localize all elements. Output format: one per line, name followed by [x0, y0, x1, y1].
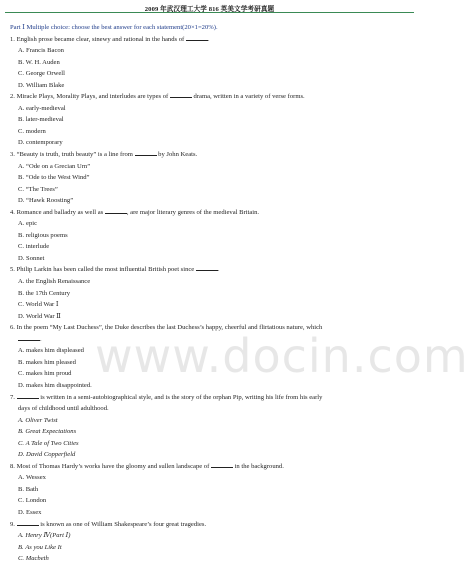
- question-7-continuation: days of childhood until adulthood.: [18, 405, 109, 413]
- option: C. “The Trees”: [18, 185, 58, 193]
- option: D. David Copperfield: [18, 451, 76, 459]
- option: B. As you Like It: [18, 543, 62, 551]
- question-1: 1. English prose became clear, sinewy and rational in the hands of .: [10, 35, 210, 43]
- question-3: 3. “Beauty is truth, truth beauty” is a line from by John Keats.: [10, 151, 198, 159]
- option: B. makes him pleased: [18, 358, 76, 366]
- question-6-continuation: .: [10, 334, 410, 346]
- header-divider: [5, 12, 414, 13]
- option: C. makes him proud: [18, 370, 72, 378]
- option: B. “Ode to the West Wind”: [18, 174, 90, 182]
- option: C. A Tale of Two Cities: [18, 439, 79, 447]
- question-2: 2. Miracle Plays, Morality Plays, and interludes are types of drama, written in a variety of verse forms.: [10, 93, 305, 101]
- option: C. Macbeth: [18, 555, 49, 563]
- question-7: 7. is written in a semi-autobiographical style, and is the story of the orphan Pip, writing his life from his early: [10, 393, 323, 401]
- option: C. London: [18, 497, 47, 505]
- question-5: 5. Philip Larkin has been called the most influential British poet since .: [10, 266, 220, 274]
- option: A. Henry Ⅳ(Part Ⅰ): [18, 532, 71, 540]
- option: A. epic: [18, 220, 38, 228]
- option: C. modern: [18, 127, 46, 135]
- option: D. makes him disappointed.: [18, 381, 92, 389]
- option: B. Bath: [18, 485, 39, 493]
- option: D. World War Ⅱ: [18, 312, 61, 320]
- question-9: 9. is known as one of William Shakespeare’s four great tragedies.: [10, 520, 207, 528]
- option: D. “Hawk Roosting”: [18, 197, 74, 205]
- option: A. Francis Bacon: [18, 47, 64, 55]
- option: C. interlude: [18, 243, 50, 251]
- option: A. makes him displeased: [18, 347, 84, 355]
- option: B. W. H. Auden: [18, 58, 60, 66]
- option: A. “Ode on a Grecian Urn”: [18, 162, 91, 170]
- part-heading: Part Ⅰ Multiple choice: choose the best answer for each statement(20×1=20%).: [10, 24, 218, 31]
- header-title: 2009 年武汉理工大学 816 英美文学考研真题: [144, 6, 275, 13]
- option: C. World War Ⅰ: [18, 301, 59, 309]
- option: D. Essex: [18, 508, 42, 516]
- question-8: 8. Most of Thomas Hardy’s works have the gloomy and sullen landscape of in the background.: [10, 462, 284, 470]
- question-4: 4. Romance and balladry as well as , are major literary genres of the medieval Britain.: [10, 208, 260, 216]
- option: D. contemporary: [18, 139, 63, 147]
- option: A. Oliver Twist: [18, 416, 58, 424]
- option: B. religious poems: [18, 231, 68, 239]
- watermark: www.docin.com: [95, 329, 469, 383]
- option: D. William Blake: [18, 81, 65, 89]
- question-6: 6. In the poem “My Last Duchess”, the Duke describes the last Duchess’s happy, cheerful and flirtatious nature, which: [10, 324, 323, 332]
- option: C. George Orwell: [18, 70, 65, 78]
- option: A. Wessex: [18, 474, 46, 482]
- option: D. Sonnet: [18, 254, 45, 262]
- option: B. later-medieval: [18, 116, 64, 124]
- option: B. Great Expectations: [18, 428, 77, 436]
- option: B. the 17th Century: [18, 289, 71, 297]
- exam-content: [10, 22, 469, 565]
- option: A. early-medieval: [18, 104, 66, 112]
- option: A. the English Renaissance: [18, 278, 91, 286]
